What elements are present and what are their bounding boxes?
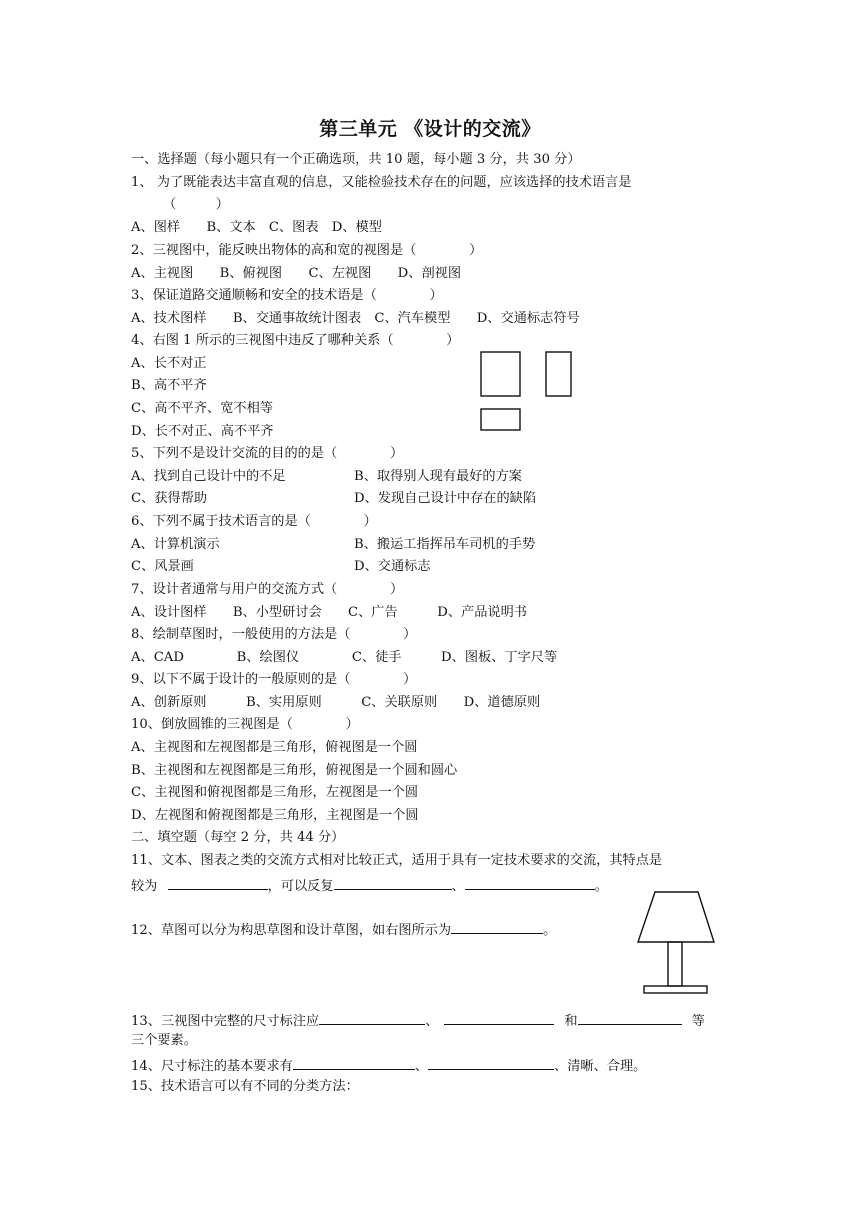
q11-line2 [131, 876, 608, 895]
q4-option-d: D、长不对正、高不平齐 [131, 424, 274, 439]
q11-blank-2[interactable] [334, 876, 452, 890]
q4-option-a: A、长不对正 [131, 356, 207, 371]
q4-option-b: B、高不平齐 [131, 378, 207, 393]
q1-stem: 1、 为了既能表达丰富直观的信息，又能检验技术存在的问题，应该选择的技术语言是 [131, 175, 632, 190]
lamp-shade [638, 892, 714, 942]
q12-text: 12、草图可以分为构思草图和设计草图，如右图所示为 [131, 923, 452, 938]
q12-blank[interactable] [451, 920, 543, 934]
q12-line [131, 920, 556, 939]
figure-1-three-views [475, 346, 585, 438]
q6-option-d: D、交通标志 [354, 559, 431, 574]
lamp-base [644, 986, 707, 993]
section-2-heading: 二、填空题（每空 2 分，共 44 分） [131, 830, 345, 845]
q2-stem: 2、三视图中，能反映出物体的高和宽的视图是（ ） [131, 243, 483, 258]
q8-options: A、CAD B、绘图仪 C、徒手 D、图板、丁字尺等 [131, 650, 558, 665]
front-view-rect [481, 352, 520, 396]
figure-lamp-sketch [632, 886, 724, 998]
q3-options: A、技术图样 B、交通事故统计图表 C、汽车模型 D、交通标志符号 [131, 311, 580, 326]
q10-option-c: C、主视图和俯视图都是三角形，左视图是一个圆 [131, 785, 419, 800]
q11-text-4: 。 [594, 879, 608, 894]
q10-option-d: D、左视图和俯视图都是三角形，主视图是一个圆 [131, 808, 419, 823]
top-view-rect [481, 409, 520, 430]
q15-line: 15、技术语言可以有不同的分类方法： [131, 1079, 359, 1094]
q1-answer-paren: （ ） [163, 197, 229, 212]
q11-text-2: ，可以反复 [267, 879, 334, 894]
q2-options: A、主视图 B、俯视图 C、左视图 D、剖视图 [131, 266, 462, 281]
q14-text-2: 、 [414, 1059, 429, 1074]
q12-text-end: 。 [543, 923, 557, 938]
q4-stem: 4、右图 1 所示的三视图中违反了哪种关系（ ） [131, 333, 460, 348]
q14-blank-1[interactable] [293, 1056, 415, 1070]
section-1-heading: 一、选择题（每小题只有一个正确选项，共 10 题，每小题 3 分，共 30 分） [131, 152, 581, 167]
q11-blank-1[interactable] [168, 876, 268, 890]
q10-stem: 10、倒放圆锥的三视图是（ ） [131, 717, 359, 732]
q7-stem: 7、设计者通常与用户的交流方式（ ） [131, 582, 404, 597]
page-title: 第三单元 《设计的交流》 [319, 118, 541, 140]
lamp-stem [668, 942, 682, 986]
q11-blank-3[interactable] [465, 876, 595, 890]
q5-option-c: C、获得帮助 [131, 491, 208, 506]
q13-blank-2[interactable] [444, 1011, 554, 1025]
q13-blank-1[interactable] [319, 1011, 425, 1025]
q14-text-3: 、清晰、合理。 [554, 1059, 647, 1074]
q13-blank-3[interactable] [578, 1011, 682, 1025]
q13-text-2: 、 [425, 1014, 439, 1029]
q14-text-1: 14、尺寸标注的基本要求有 [131, 1059, 293, 1074]
q6-option-c: C、风景画 [131, 559, 194, 574]
q5-option-d: D、发现自己设计中存在的缺陷 [354, 491, 537, 506]
q5-stem: 5、下列不是设计交流的目的的是（ ） [131, 446, 404, 461]
q6-option-b: B、搬运工指挥吊车司机的手势 [354, 537, 536, 552]
q14-line [131, 1056, 646, 1075]
q13-text-1: 13、三视图中完整的尺寸标注应 [131, 1014, 320, 1029]
q10-option-b: B、主视图和左视图都是三角形，俯视图是一个圆和圆心 [131, 763, 458, 778]
q4-option-c: C、高不平齐、宽不相等 [131, 401, 273, 416]
q9-options: A、创新原则 B、实用原则 C、关联原则 D、道德原则 [131, 695, 541, 710]
q11-line1: 11、文本、图表之类的交流方式相对比较正式，适用于具有一定技术要求的交流，其特点是 [131, 853, 663, 868]
q6-stem: 6、下列不属于技术语言的是（ ） [131, 514, 377, 529]
q13-text-3: 和 [564, 1014, 578, 1029]
q13-line2: 三个要素。 [131, 1033, 197, 1048]
q6-option-a: A、计算机演示 [131, 537, 220, 552]
q11-text-1: 较为 [131, 879, 158, 894]
q9-stem: 9、以下不属于设计的一般原则的是（ ） [131, 672, 417, 687]
q5-option-b: B、取得别人现有最好的方案 [354, 469, 522, 484]
q5-option-a: A、找到自己设计中的不足 [131, 469, 286, 484]
q11-text-3: 、 [451, 879, 465, 894]
q13-line1 [131, 1011, 705, 1030]
q10-option-a: A、主视图和左视图都是三角形，俯视图是一个圆 [131, 740, 418, 755]
q1-options: A、图样 B、文本 C、图表 D、模型 [131, 220, 382, 235]
q13-text-4: 等 [691, 1014, 705, 1029]
q14-blank-2[interactable] [428, 1056, 554, 1070]
side-view-rect [546, 352, 571, 396]
q8-stem: 8、绘制草图时，一般使用的方法是（ ） [131, 627, 417, 642]
q7-options: A、设计图样 B、小型研讨会 C、广告 D、产品说明书 [131, 605, 527, 620]
q3-stem: 3、保证道路交通顺畅和安全的技术语是（ ） [131, 288, 443, 303]
